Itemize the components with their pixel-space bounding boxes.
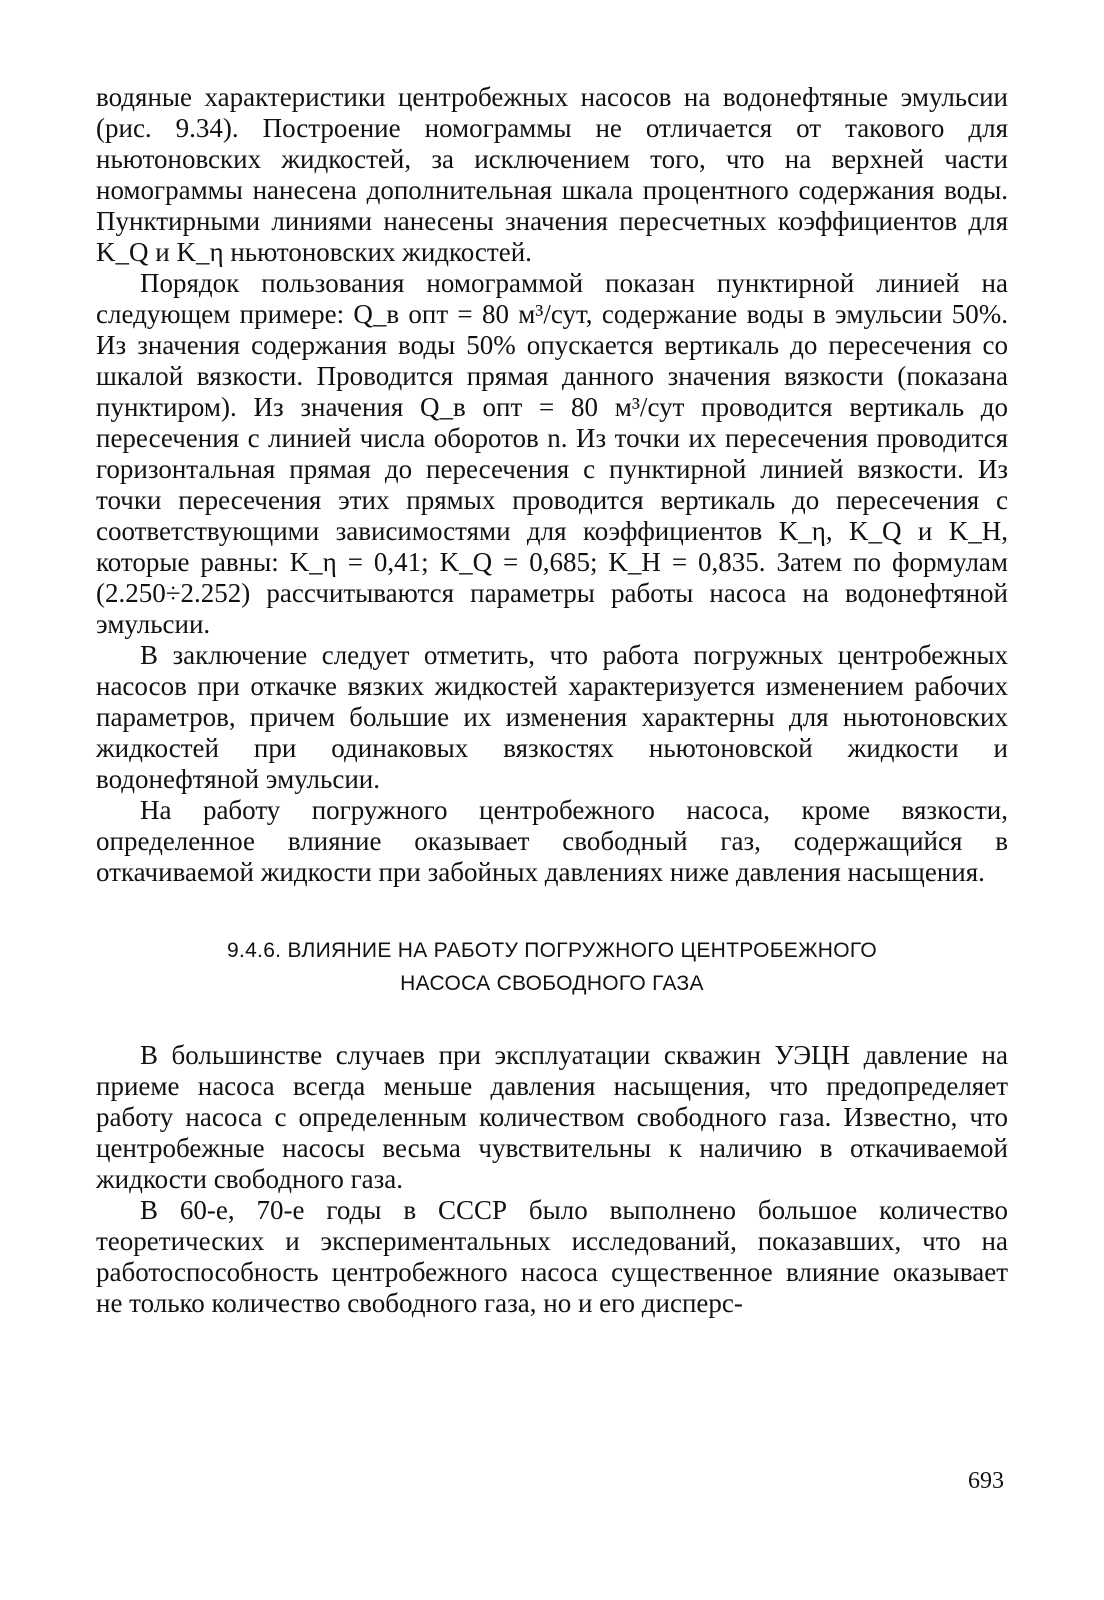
paragraph-5: В большинстве случаев при эксплуатации скважин УЭЦН давление на приеме насоса всегда меньше давления насыщения, что предопределяет работу насоса с определенным количеством свободного газа. Известно, что центробежные насосы весьма чувствительны к наличию в откачиваемой жидкости свободного газа. [96, 1040, 1008, 1194]
section-heading [96, 934, 1008, 1000]
page-body [96, 82, 1008, 1319]
paragraph-3: В заключение следует отметить, что работа погружных центробежных насосов при откачке вязких жидкостей характеризуется изменением рабочих параметров, причем большие их изменения характерны для ньютоновских жидкостей при одинаковых вязкостях ньютоновской жидкости и водонефтяной эмульсии. [96, 640, 1008, 794]
section-heading-line-1: 9.4.6. ВЛИЯНИЕ НА РАБОТУ ПОГРУЖНОГО ЦЕНТРОБЕЖНОГО [226, 939, 878, 962]
paragraph-4: На работу погружного центробежного насоса, кроме вязкости, определенное влияние оказывает свободный газ, содержащийся в откачиваемой жидкости при забойных давлениях ниже давления насыщения. [96, 795, 1008, 887]
paragraph-1: водяные характеристики центробежных насосов на водонефтяные эмульсии (рис. 9.34). Построение номограммы не отличается от такового для ньютоновских жидкостей, за исключением того, что на верхней части номограммы нанесена дополнительная шкала процентного содержания воды. Пунктирными линиями нанесены значения пересчетных коэффициентов для K_Q и K_η ньютоновских жидкостей. [96, 82, 1008, 267]
paragraph-2: Порядок пользования номограммой показан пунктирной линией на следующем примере: Q_в опт = 80 м³/сут, содержание воды в эмульсии 50%. Из значения содержания воды 50% опускается вертикаль до пересечения со шкалой вязкости. Проводится прямая данного значения вязкости (показана пунктиром). Из значения Q_в опт = 80 м³/сут проводится вертикаль до пересечения с линией числа оборотов n. Из точки их пересечения проводится горизонтальная прямая до пересечения с пунктирной линией вязкости. Из точки пересечения этих прямых проводится вертикаль до пересечения с соответствующими зависимостями для коэффициентов K_η, K_Q и K_H, которые равны: K_η = 0,41; K_Q = 0,685; K_H = 0,835. Затем по формулам (2.250÷2.252) рассчитываются параметры работы насоса на водонефтяной эмульсии. [96, 268, 1008, 639]
section-heading-line-2: НАСОСА СВОБОДНОГО ГАЗА [400, 972, 704, 995]
page-number: 693 [968, 1468, 1004, 1494]
paragraph-6: В 60-е, 70-е годы в СССР было выполнено большое количество теоретических и экспериментальных исследований, показавших, что на работоспособность центробежного насоса существенное влияние оказывает не только количество свободного газа, но и его дисперс- [96, 1195, 1008, 1318]
